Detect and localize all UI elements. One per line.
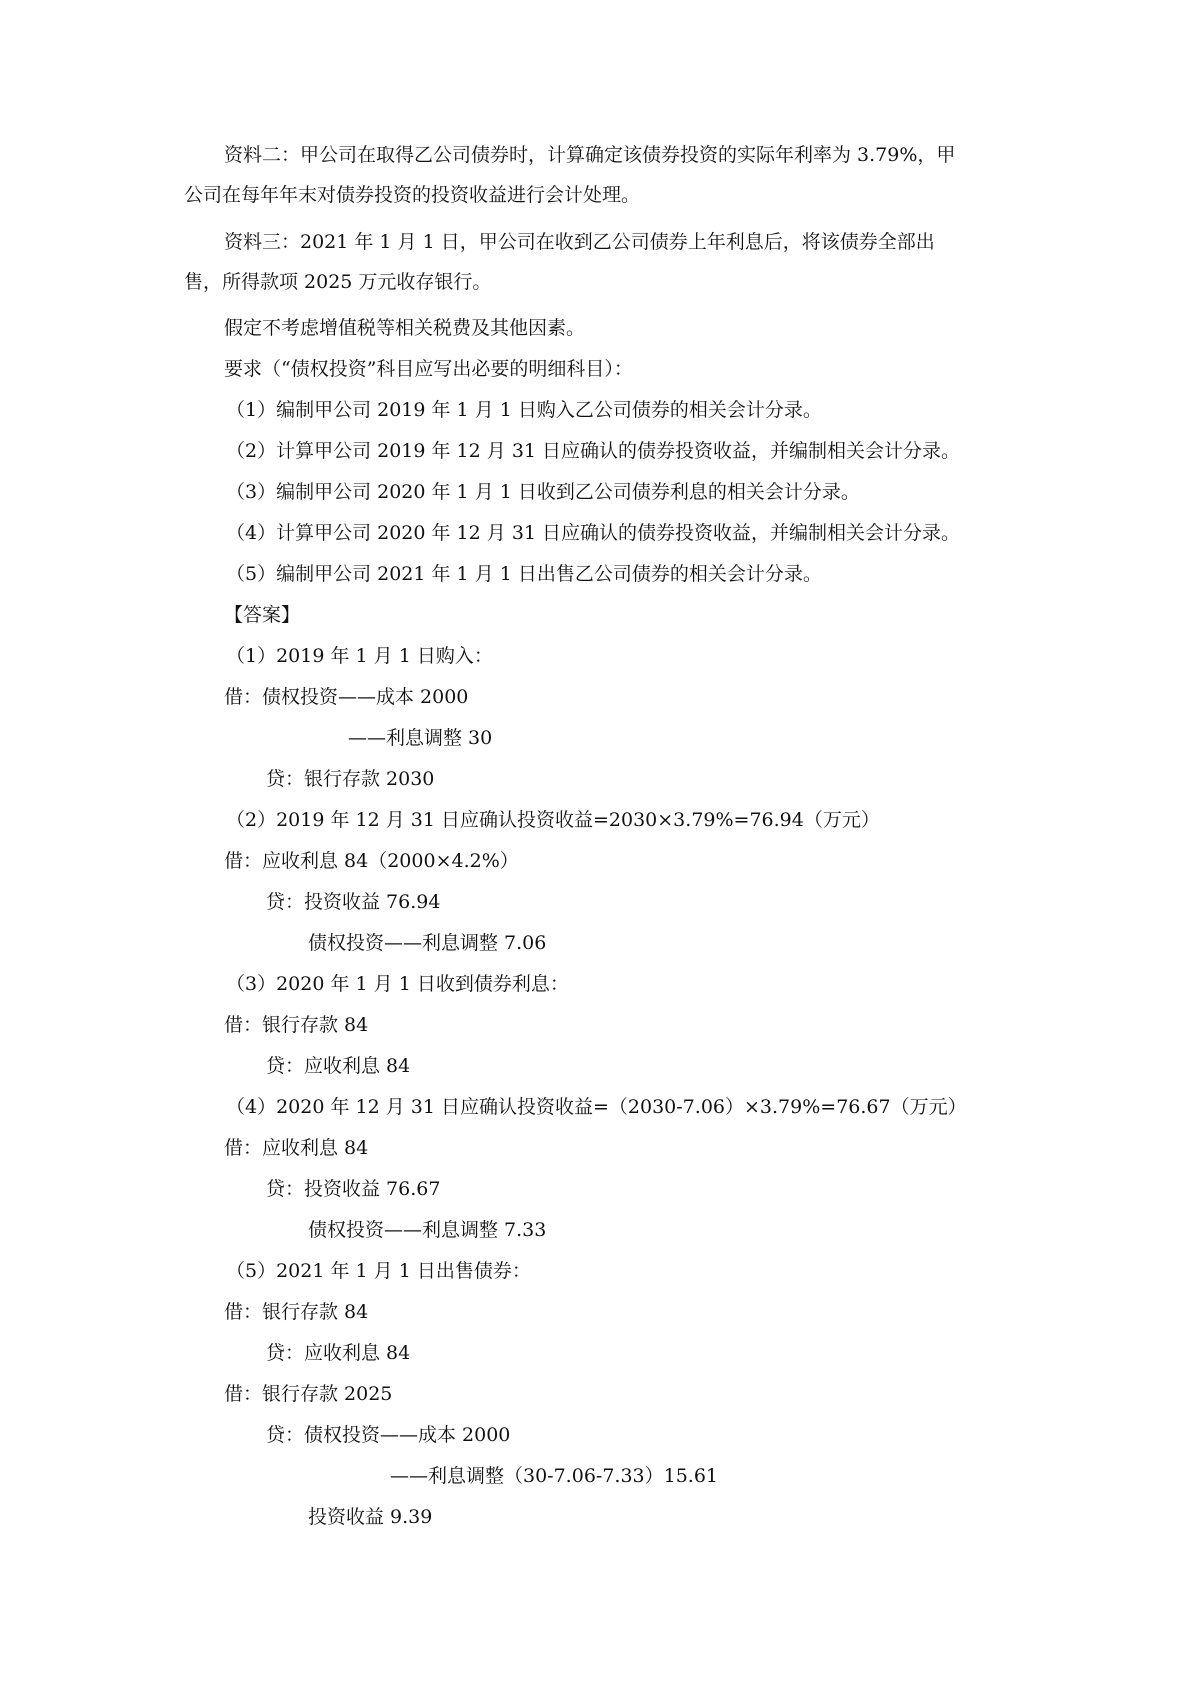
answer-heading: 【答案】 bbox=[224, 604, 301, 626]
requirement-item: （3）编制甲公司 2020 年 1 月 1 日收到乙公司债券利息的相关会计分录。 bbox=[226, 481, 860, 503]
requirement-item: （2）计算甲公司 2019 年 12 月 31 日应确认的债券投资收益，并编制相关会计分录。 bbox=[226, 440, 961, 462]
requirement-item: （1）编制甲公司 2019 年 1 月 1 日购入乙公司债券的相关会计分录。 bbox=[226, 399, 822, 421]
answer-line: 借：应收利息 84 bbox=[224, 1137, 369, 1159]
assumption-line: 假定不考虑增值税等相关税费及其他因素。 bbox=[224, 317, 586, 339]
answer-line: （5）2021 年 1 月 1 日出售债券： bbox=[226, 1260, 531, 1282]
answer-line: 借：银行存款 84 bbox=[224, 1301, 369, 1323]
answer-line: （1）2019 年 1 月 1 日购入： bbox=[226, 645, 493, 667]
material-3-line-1: 资料三：2021 年 1 月 1 日，甲公司在收到乙公司债券上年利息后，将该债券全部出 bbox=[224, 231, 935, 253]
answer-line: ——利息调整（30-7.06-7.33）15.61 bbox=[390, 1465, 719, 1487]
answer-line: 债权投资——利息调整 7.33 bbox=[308, 1219, 547, 1241]
requirement-item: （5）编制甲公司 2021 年 1 月 1 日出售乙公司债券的相关会计分录。 bbox=[226, 563, 822, 585]
answer-line: 借：应收利息 84（2000×4.2%） bbox=[224, 850, 519, 872]
answer-line: 贷：银行存款 2030 bbox=[266, 768, 435, 790]
answer-line: 贷：投资收益 76.67 bbox=[266, 1178, 441, 1200]
requirement-item: （4）计算甲公司 2020 年 12 月 31 日应确认的债券投资收益，并编制相关会计分录。 bbox=[226, 522, 961, 544]
answer-line: 借：银行存款 84 bbox=[224, 1014, 369, 1036]
answer-line: 借：银行存款 2025 bbox=[224, 1383, 393, 1405]
answer-line: 借：债权投资——成本 2000 bbox=[224, 686, 469, 708]
answer-line: 贷：应收利息 84 bbox=[266, 1055, 411, 1077]
material-2-line-1: 资料二：甲公司在取得乙公司债券时，计算确定该债券投资的实际年利率为 3.79%，甲 bbox=[224, 144, 956, 166]
requirements-intro: 要求（“债权投资”科目应写出必要的明细科目）： bbox=[224, 358, 633, 380]
answer-line: （2）2019 年 12 月 31 日应确认投资收益=2030×3.79%=76.94（万元） bbox=[226, 809, 880, 831]
answer-line: 债权投资——利息调整 7.06 bbox=[308, 932, 547, 954]
answer-line: 贷：投资收益 76.94 bbox=[266, 891, 441, 913]
answer-line: （3）2020 年 1 月 1 日收到债券利息： bbox=[226, 973, 569, 995]
answer-line: 投资收益 9.39 bbox=[308, 1506, 433, 1528]
answer-line: 贷：债权投资——成本 2000 bbox=[266, 1424, 511, 1446]
answer-line: ——利息调整 30 bbox=[348, 727, 493, 749]
answer-line: （4）2020 年 12 月 31 日应确认投资收益=（2030-7.06）×3.79%=76.67（万元） bbox=[226, 1096, 967, 1118]
answer-line: 贷：应收利息 84 bbox=[266, 1342, 411, 1364]
material-2-line-2: 公司在每年年末对债券投资的投资收益进行会计处理。 bbox=[184, 184, 641, 206]
material-3-line-2: 售，所得款项 2025 万元收存银行。 bbox=[184, 271, 492, 293]
